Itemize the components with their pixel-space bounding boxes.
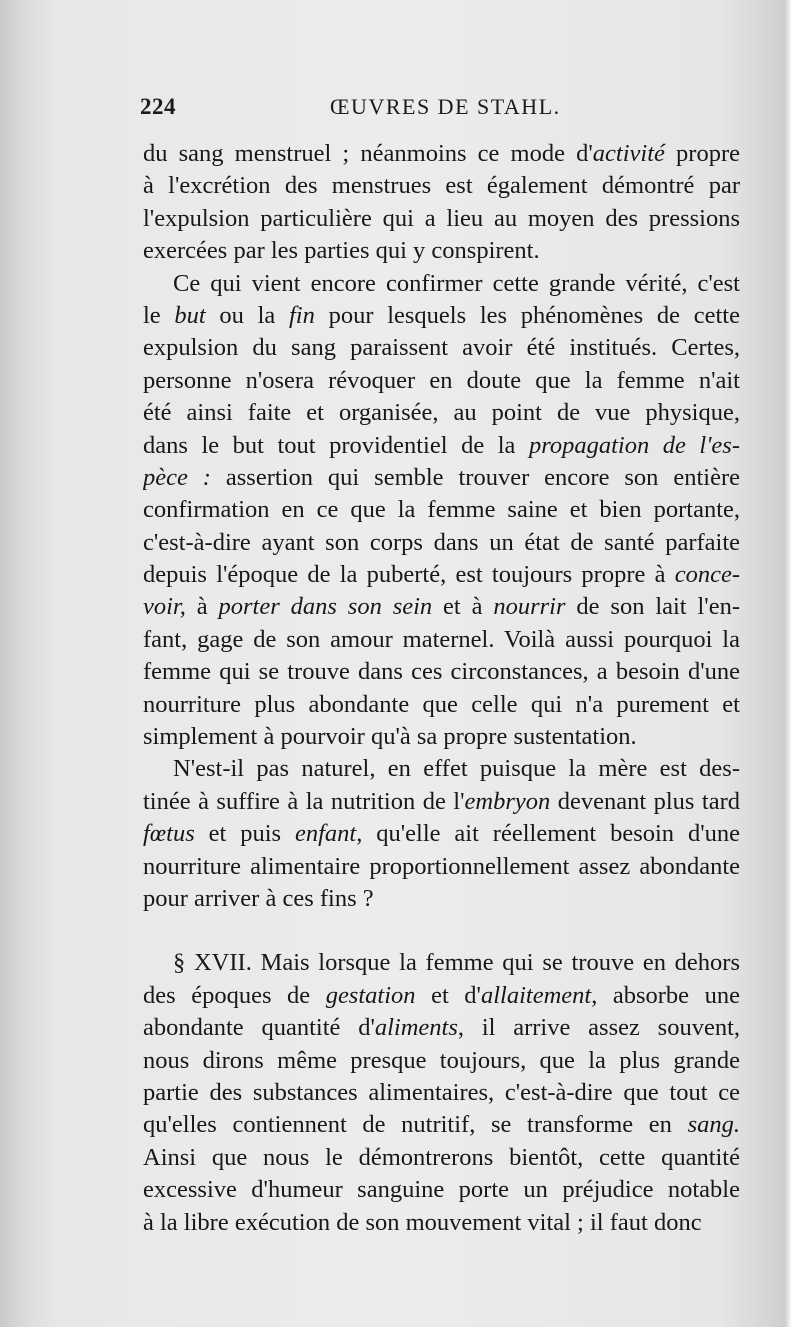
text-run: ou la [205, 301, 289, 329]
page-number: 224 [140, 94, 176, 119]
text-line [143, 235, 740, 267]
text-run: et à [432, 593, 494, 621]
italic-run: embryon [464, 787, 551, 815]
text-line [143, 300, 740, 332]
italic-run: conce- [674, 561, 740, 589]
italic-run: allaitement [480, 981, 592, 1009]
text-line [143, 397, 740, 429]
italic-run: pèce : [143, 463, 211, 491]
text-line [143, 1142, 740, 1174]
italic-run: fœtus [143, 820, 195, 848]
text-line [143, 332, 740, 364]
text-line [143, 753, 740, 785]
text-run: à [185, 593, 219, 621]
text-line [143, 624, 740, 656]
page-edge [792, 0, 800, 1327]
text-line [143, 818, 740, 850]
text-line [143, 1207, 740, 1239]
italic-run: activité [592, 140, 665, 167]
text-line [143, 203, 740, 235]
section-gap [143, 915, 740, 947]
text-run: été ainsi faite et organisée, au point de vue physique, [143, 399, 740, 427]
text-line [143, 883, 740, 915]
text-line [143, 170, 740, 202]
text-run: de son lait l'en- [565, 593, 740, 621]
text-line [143, 656, 740, 688]
text-line [143, 430, 740, 462]
text-line [143, 851, 740, 883]
text-run: depuis l'époque de la puberté, est toujours propre à [143, 561, 675, 589]
text-run: personne n'osera révoquer en doute que la femme n'ait [143, 366, 740, 394]
text-run: et puis [194, 820, 295, 848]
text-line [143, 462, 740, 494]
text-run: femme qui se trouve dans ces circonstances, a besoin d'une [143, 658, 740, 686]
text-run: assertion qui semble trouver encore son entière [210, 463, 740, 491]
text-run: Ce qui vient encore confirmer cette grande vérité, c'est [173, 269, 740, 297]
text-run: fant, gage de son amour maternel. Voilà aussi pourquoi la [143, 625, 740, 653]
italic-run: gestation [325, 981, 416, 1009]
text-run: , absorbe une [591, 981, 740, 1009]
text-run: le [143, 301, 175, 329]
italic-run: enfant, [294, 820, 363, 848]
text-run: des époques de [143, 981, 326, 1009]
text-run: c'est-à-dire ayant son corps dans un état de santé parfaite [143, 528, 740, 556]
text-run: exercées par les parties qui y conspirent. [143, 237, 540, 265]
text-run: l'expulsion particulière qui a lieu au moyen des pressions [143, 204, 740, 232]
body-text [143, 138, 740, 1239]
text-run: N'est-il pas naturel, en effet puisque la mère est des- [173, 755, 740, 783]
text-run: à l'excrétion des menstrues est également démontré par [143, 172, 740, 200]
text-line [143, 138, 740, 170]
text-run: propre [664, 140, 740, 167]
text-line [143, 689, 740, 721]
text-run: nourriture plus abondante que celle qui n'a purement et [143, 690, 740, 718]
text-run: , il arrive assez souvent, [457, 1014, 740, 1042]
text-run: tinée à suffire à la nutrition de l' [143, 787, 465, 815]
text-run: confirmation en ce que la femme saine et bien portante, [143, 496, 740, 524]
text-run: pour arriver à ces fins ? [143, 884, 374, 912]
text-run: nourriture alimentaire proportionnellement assez abondante [143, 852, 740, 880]
text-run: § XVII. Mais lorsque la femme qui se trouve en dehors [173, 949, 740, 977]
text-run: partie des substances alimentaires, c'est-à-dire que tout ce [143, 1078, 740, 1106]
text-line [143, 786, 740, 818]
text-run: excessive d'humeur sanguine porte un préjudice notable [143, 1176, 740, 1204]
text-line [143, 947, 740, 979]
text-run: à la libre exécution de son mouvement vital ; il faut donc [143, 1208, 702, 1236]
text-run: et d' [415, 981, 481, 1009]
text-run: qu'elle ait réellement besoin d'une [362, 820, 740, 848]
italic-run: nourrir [493, 593, 566, 621]
text-run: du sang menstruel ; néanmoins ce mode d' [143, 140, 593, 167]
text-line [143, 721, 740, 753]
text-line [143, 1077, 740, 1109]
italic-run: porter dans son sein [218, 593, 433, 621]
text-line [143, 1012, 740, 1044]
text-run: simplement à pourvoir qu'à sa propre sustentation. [143, 723, 637, 751]
italic-run: fin [289, 301, 315, 329]
text-line [143, 559, 740, 591]
running-title: ŒUVRES DE STAHL. [330, 94, 561, 119]
text-run: devenant plus tard [550, 787, 740, 815]
italic-run: propagation de l'es- [528, 431, 740, 459]
text-run: pour lesquels les phénomènes de cette [314, 301, 740, 329]
text-line [143, 1174, 740, 1206]
text-line [143, 591, 740, 623]
italic-run: sang. [687, 1111, 740, 1139]
italic-run: but [174, 301, 206, 329]
text-run: expulsion du sang paraissent avoir été institués. Certes, [143, 334, 740, 362]
text-run: abondante quantité d' [143, 1014, 375, 1042]
text-run: nous dirons même presque toujours, que la plus grande [143, 1046, 740, 1074]
text-line [143, 1109, 740, 1141]
italic-run: voir, [143, 593, 186, 621]
text-run: dans le but tout providentiel de la [143, 431, 529, 459]
page-header [140, 94, 600, 134]
text-line [143, 527, 740, 559]
text-line [143, 268, 740, 300]
text-line [143, 1045, 740, 1077]
text-line [143, 980, 740, 1012]
italic-run: aliments [374, 1014, 458, 1042]
text-line [143, 365, 740, 397]
text-run: qu'elles contiennent de nutritif, se transforme en [143, 1111, 688, 1139]
text-line [143, 494, 740, 526]
text-run: Ainsi que nous le démontrerons bientôt, cette quantité [143, 1143, 740, 1171]
